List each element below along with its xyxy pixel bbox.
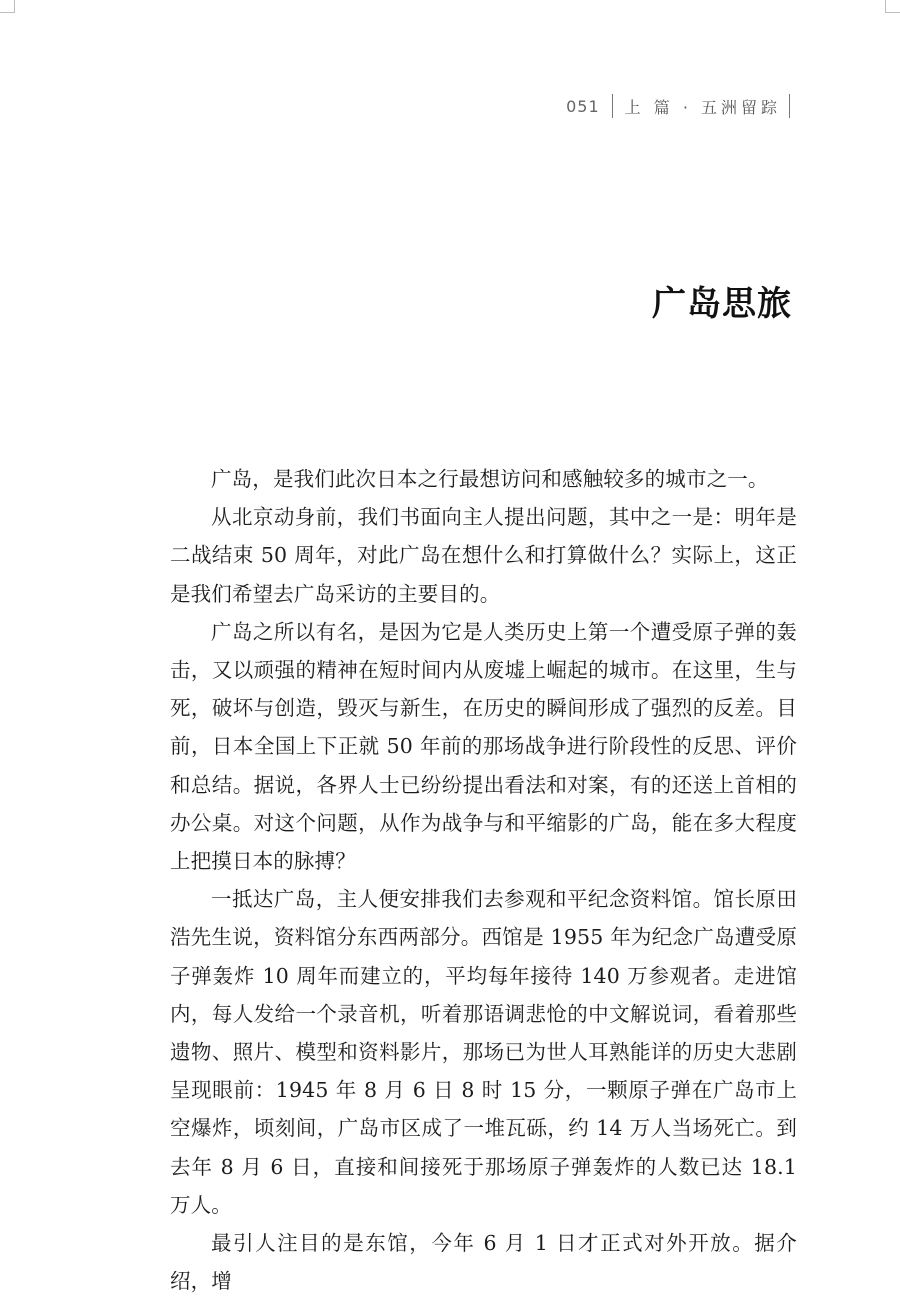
header-divider: [612, 94, 613, 118]
header-divider-end: [789, 94, 790, 118]
paragraph: 最引人注目的是东馆，今年 6 月 1 日才正式对外开放。据介绍，增: [170, 1231, 797, 1294]
paragraph: 从北京动身前，我们书面向主人提出问题，其中之一是：明年是二战结束 50 周年，对此广岛在想什么和打算做什么？实际上，这正是我们希望去广岛采访的主要目的。: [170, 505, 797, 606]
paragraph: 广岛，是我们此次日本之行最想访问和感触较多的城市之一。: [211, 467, 769, 491]
running-header: [566, 92, 790, 120]
crop-mark-right: [885, 0, 900, 13]
chapter-title: 广岛思旅: [652, 284, 792, 324]
page-number: 051: [566, 96, 600, 116]
body-text: [170, 460, 797, 1300]
crop-mark-left: [0, 0, 15, 13]
paragraph: 一抵达广岛，主人便安排我们去参观和平纪念资料馆。馆长原田浩先生说，资料馆分东西两部分。西馆是 1955 年为纪念广岛遭受原子弹轰炸 10 周年而建立的，平均每年接待 140 万参观者。走进馆内，每人发给一个录音机，听着那语调悲怆的中文解说词，看着那些遗物、照片、模型和资料影片，那场已为世人耳熟能详的历史大悲剧呈现眼前：1945 年 8 月 6 日 8 时 15 分，一颗原子弹在广岛市上空爆炸，顷刻间，广岛市区成了一堆瓦砾，约 14 万人当场死亡。到去年 8 月 6 日，直接和间接死于那场原子弹轰炸的人数已达 18.1 万人。: [170, 887, 797, 1217]
section-title: 上 篇 · 五洲留踪: [624, 97, 781, 117]
paragraph: 广岛之所以有名，是因为它是人类历史上第一个遭受原子弹的轰击，又以顽强的精神在短时间内从废墟上崛起的城市。在这里，生与死，破坏与创造，毁灭与新生，在历史的瞬间形成了强烈的反差。目前，日本全国上下正就 50 年前的那场战争进行阶段性的反思、评价和总结。据说，各界人士已纷纷提出看法和对案，有的还送上首相的办公桌。对这个问题，从作为战争与和平缩影的广岛，能在多大程度上把摸日本的脉搏？: [170, 619, 797, 874]
